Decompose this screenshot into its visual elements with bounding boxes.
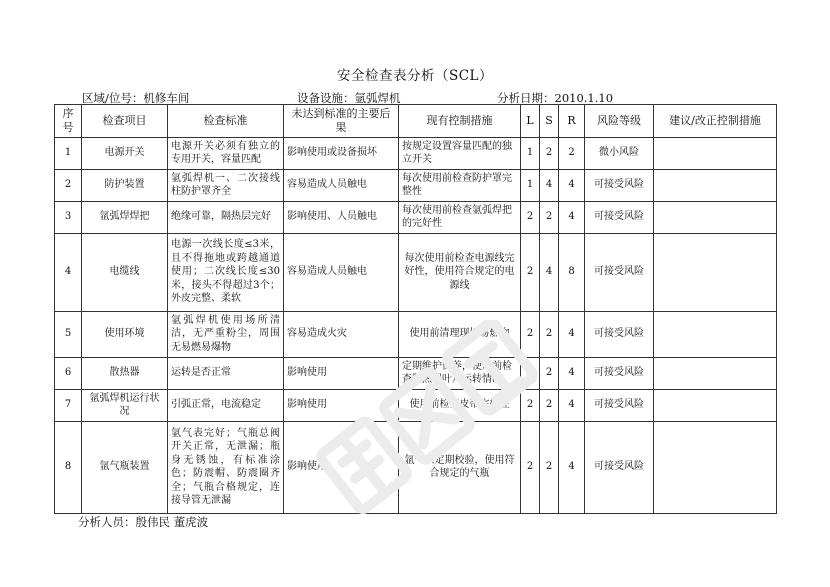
cell-l: 2	[521, 311, 540, 357]
cell-item: 氩弧焊焊把	[82, 201, 168, 233]
cell-standard: 绝缘可靠，隔热层完好	[168, 201, 284, 233]
cell-risk: 可接受风险	[585, 311, 654, 357]
scl-table	[54, 104, 777, 514]
table-row	[55, 357, 777, 389]
cell-control: 定期维护保养，使用前检查散热器叶片运转情况	[399, 357, 521, 389]
cell-l: 2	[521, 357, 540, 389]
document-title: 安全检查表分析（SCL）	[336, 68, 494, 84]
cell-advice	[654, 389, 777, 421]
cell-item: 氩弧焊机运行状况	[82, 389, 168, 421]
cell-no: 3	[55, 201, 82, 233]
table-row	[55, 233, 777, 311]
header-standard: 检查标准	[168, 105, 284, 138]
cell-s: 4	[540, 169, 559, 201]
cell-consequence: 容易造成人员触电	[284, 169, 399, 201]
cell-no: 8	[55, 421, 82, 513]
cell-no: 2	[55, 169, 82, 201]
table-row	[55, 421, 777, 513]
cell-item: 电源开关	[82, 137, 168, 169]
cell-s: 2	[540, 311, 559, 357]
cell-item: 使用环境	[82, 311, 168, 357]
cell-standard: 氩弧焊机一、二次接线柱防护罩齐全	[168, 169, 284, 201]
cell-no: 1	[55, 137, 82, 169]
table-row	[55, 311, 777, 357]
cell-standard: 电源开关必须有独立的专用开关，容量匹配	[168, 137, 284, 169]
header-item: 检查项目	[82, 105, 168, 138]
cell-control: 每次使用前检查电源线完好性，使用符合规定的电源线	[399, 233, 521, 311]
cell-r: 4	[559, 357, 585, 389]
cell-consequence: 影响使用	[284, 421, 399, 513]
cell-risk: 可接受风险	[585, 389, 654, 421]
cell-control: 每次使用前检查氩弧焊把的完好性	[399, 201, 521, 233]
header-seq: 序号	[55, 105, 82, 138]
header-consequence: 未达到标准的主要后果	[284, 105, 399, 138]
cell-standard: 氩弧焊机使用场所清洁，无严重粉尘，周围无易燃易爆物	[168, 311, 284, 357]
area-label: 区域/位号：机修车间	[82, 91, 190, 105]
header-r: R	[559, 105, 585, 138]
cell-control: 按规定设置容量匹配的独立开关	[399, 137, 521, 169]
cell-no: 5	[55, 311, 82, 357]
cell-l: 2	[521, 421, 540, 513]
analysis-date: 分析日期：2010.1.10	[497, 91, 614, 105]
cell-item: 氩气瓶装置	[82, 421, 168, 513]
cell-advice	[654, 169, 777, 201]
cell-r: 4	[559, 169, 585, 201]
cell-advice	[654, 311, 777, 357]
analysts-line: 分析人员：殷伟民 董虎波	[78, 515, 209, 529]
header-s: S	[540, 105, 559, 138]
cell-advice	[654, 421, 777, 513]
cell-item: 电缆线	[82, 233, 168, 311]
header-advice: 建议/改正控制措施	[654, 105, 777, 138]
cell-l: 2	[521, 389, 540, 421]
cell-s: 2	[540, 357, 559, 389]
cell-l: 2	[521, 201, 540, 233]
cell-control: 使用前清理现场易燃物	[399, 311, 521, 357]
cell-advice	[654, 357, 777, 389]
cell-advice	[654, 233, 777, 311]
cell-s: 2	[540, 421, 559, 513]
cell-advice	[654, 201, 777, 233]
cell-s: 2	[540, 389, 559, 421]
cell-consequence: 影响使用	[284, 357, 399, 389]
cell-r: 4	[559, 201, 585, 233]
cell-consequence: 影响使用、人员触电	[284, 201, 399, 233]
cell-item: 防护装置	[82, 169, 168, 201]
cell-l: 2	[521, 233, 540, 311]
cell-no: 6	[55, 357, 82, 389]
cell-r: 8	[559, 233, 585, 311]
cell-standard: 运转是否正常	[168, 357, 284, 389]
cell-consequence: 容易造成火灾	[284, 311, 399, 357]
cell-s: 4	[540, 233, 559, 311]
header-risk: 风险等级	[585, 105, 654, 138]
cell-s: 2	[540, 137, 559, 169]
header-l: L	[521, 105, 540, 138]
cell-control: 每次使用前检查防护罩完整性	[399, 169, 521, 201]
cell-risk: 微小风险	[585, 137, 654, 169]
header-control: 现有控制措施	[399, 105, 521, 138]
cell-r: 2	[559, 137, 585, 169]
cell-l: 1	[521, 137, 540, 169]
table-row	[55, 201, 777, 233]
cell-item: 散热器	[82, 357, 168, 389]
cell-risk: 可接受风险	[585, 169, 654, 201]
cell-no: 4	[55, 233, 82, 311]
cell-consequence: 容易造成人员触电	[284, 233, 399, 311]
cell-r: 4	[559, 421, 585, 513]
table-row	[55, 137, 777, 169]
table-row	[55, 389, 777, 421]
equipment-label: 设备设施：氩弧焊机	[297, 91, 401, 105]
cell-control: 氩气表定期校验，使用符合规定的气瓶	[399, 421, 521, 513]
cell-risk: 可接受风险	[585, 357, 654, 389]
cell-risk: 可接受风险	[585, 421, 654, 513]
cell-standard: 氩气表完好；气瓶总阀开关正常，无泄漏；瓶身无锈蚀，有标准涂色；防震帽、防震圈齐全；气瓶合格规定，连接导管无泄漏	[168, 421, 284, 513]
cell-l: 1	[521, 169, 540, 201]
cell-risk: 可接受风险	[585, 201, 654, 233]
cell-s: 2	[540, 201, 559, 233]
cell-risk: 可接受风险	[585, 233, 654, 311]
cell-r: 4	[559, 311, 585, 357]
cell-no: 7	[55, 389, 82, 421]
cell-standard: 电源一次线长度≤3米，且不得拖地或跨越通道使用；二次线长度≤30米，接头不得超过3个；外皮完整、柔软	[168, 233, 284, 311]
header-row	[55, 105, 777, 138]
cell-r: 4	[559, 389, 585, 421]
cell-standard: 引弧正常，电流稳定	[168, 389, 284, 421]
cell-advice	[654, 137, 777, 169]
table-row	[55, 169, 777, 201]
cell-consequence: 影响使用或设备损坏	[284, 137, 399, 169]
cell-consequence: 影响使用	[284, 389, 399, 421]
cell-control: 使用前检查皮带完好性	[399, 389, 521, 421]
